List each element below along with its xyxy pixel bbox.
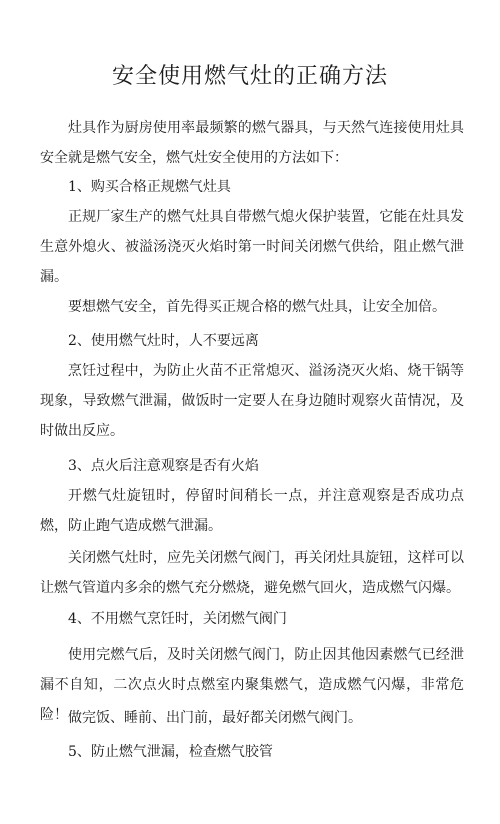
section-5-heading: 5、防止燃气泄漏，检查燃气胶管: [68, 744, 273, 760]
section-4-paragraph-2: 做完饭、睡前、出门前，最好都关闭燃气阀门。: [68, 710, 362, 726]
section-1-paragraph-2: 要想燃气安全，首先得买正规合格的燃气灶具，让安全加倍。: [68, 299, 446, 315]
section-3-heading: 3、点火后注意观察是否有火焰: [68, 458, 259, 474]
intro-paragraph: 灶具作为厨房使用率最频繁的燃气器具，与天然气连接使用灶具安全就是燃气安全，燃气灶安全使用的方法如下：: [40, 120, 464, 166]
section-1-heading: 1、购买合格正规燃气灶具: [68, 179, 231, 195]
section-3-paragraph-1: 开燃气灶旋钮时，停留时间稍长一点，并注意观察是否成功点燃，防止跑气造成燃气泄漏。: [40, 488, 464, 534]
section-2-heading: 2、使用燃气灶时，人不要远离: [68, 333, 259, 349]
section-4-heading: 4、不用燃气烹饪时，关闭燃气阀门: [68, 611, 287, 627]
section-2-paragraph-1: 烹饪过程中，为防止火苗不正常熄灭、溢汤浇灭火焰、烧干锅等现象，导致燃气泄漏，做饭时一定要人在身边随时观察火苗情况，及时做出反应。: [40, 363, 464, 439]
section-1-paragraph-1: 正规厂家生产的燃气灶具自带燃气熄火保护装置，它能在灶具发生意外熄火、被溢汤浇灭火焰时第一时间关闭燃气供给，阻止燃气泄漏。: [40, 209, 464, 285]
section-3-paragraph-2: 关闭燃气灶时，应先关闭燃气阀门，再关闭灶具旋钮，这样可以让燃气管道内多余的燃气充分燃烧，避免燃气回火，造成燃气闪爆。: [40, 550, 464, 596]
document-title: 安全使用燃气灶的正确方法: [111, 64, 388, 89]
section-4-paragraph-1: 使用完燃气后，及时关闭燃气阀门，防止因其他因素燃气已经泄漏不自知，二次点火时点燃室内聚集燃气，造成燃气闪爆，非常危险！: [40, 647, 464, 723]
